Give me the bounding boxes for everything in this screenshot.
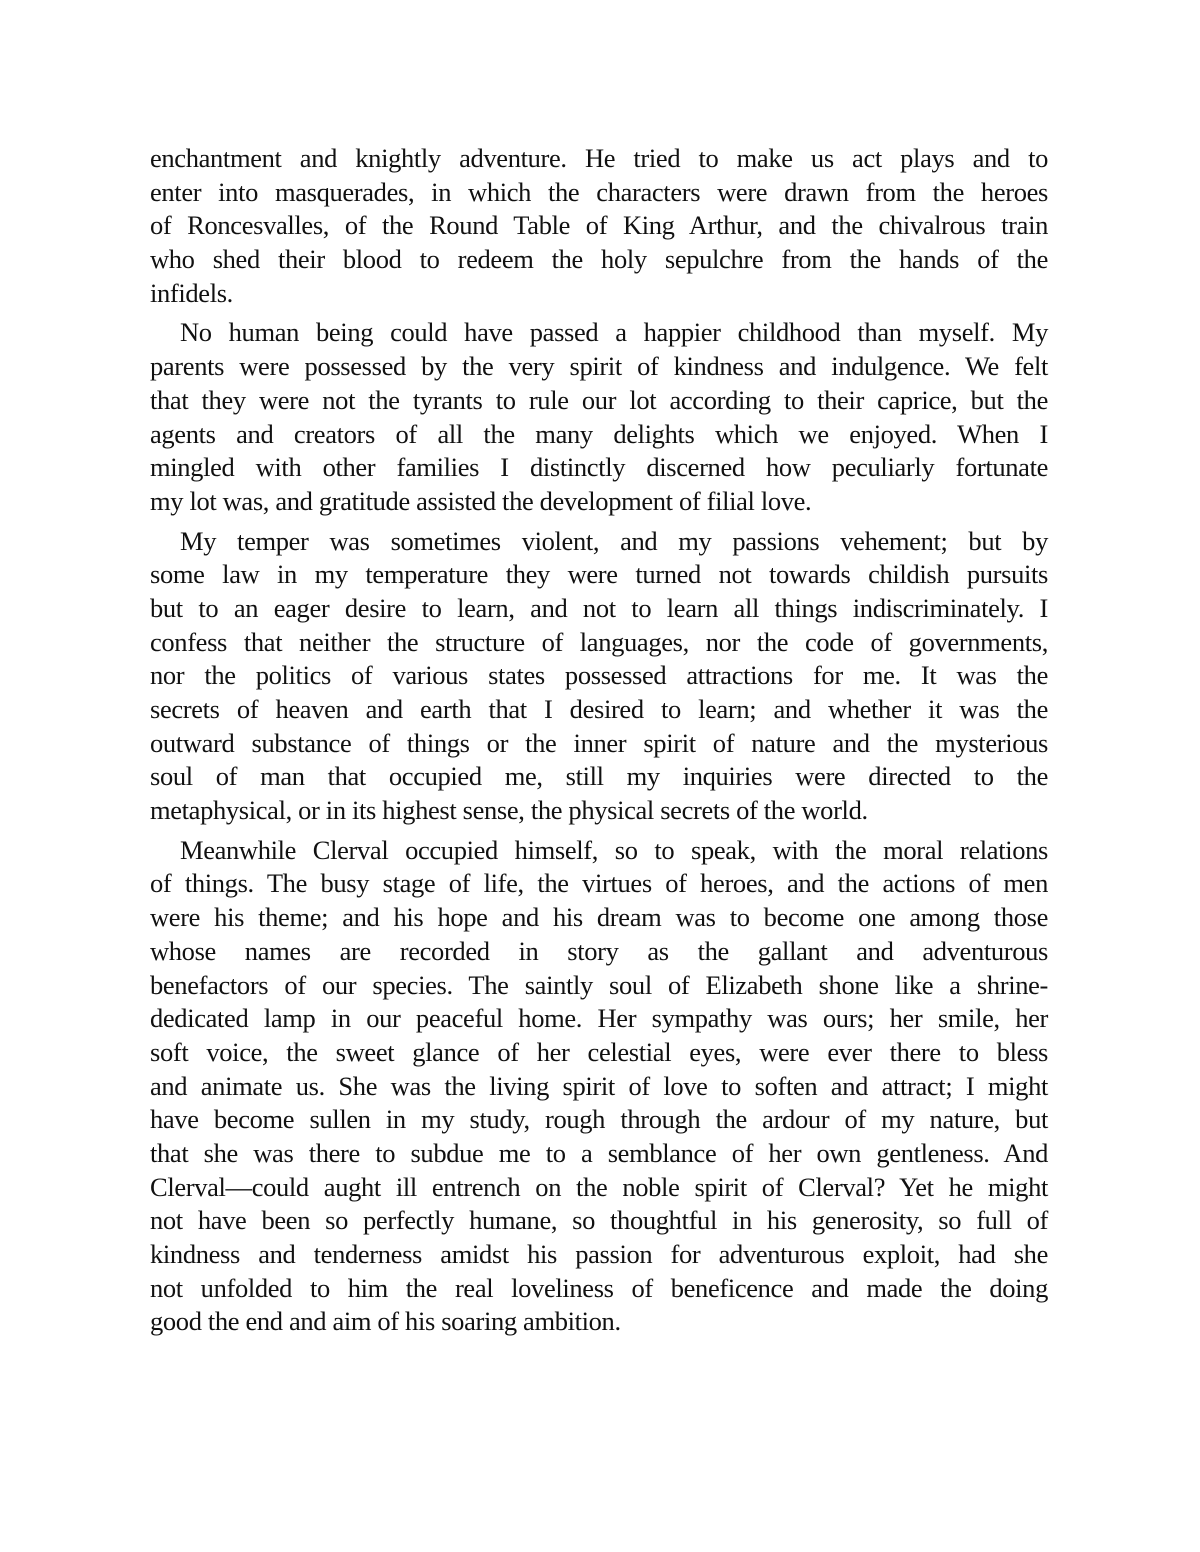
text-line: Meanwhile Clerval occupied himself, so to speak, with the moral relations xyxy=(180,834,1048,865)
text-line: not have been so perfectly humane, so thoughtful in his generosity, so full of xyxy=(150,1205,1048,1236)
text-line: but to an eager desire to learn, and not to learn all things indiscriminately. I xyxy=(150,592,1048,623)
text-line: enchantment and knightly adventure. He tried to make us act plays and to xyxy=(150,143,1048,173)
text-line: mingled with other families I distinctly discerned how peculiarly fortunate xyxy=(150,452,1048,483)
text-line: dedicated lamp in our peaceful home. Her sympathy was ours; her smile, her xyxy=(150,1003,1048,1034)
text-line: secrets of heaven and earth that I desired to learn; and whether it was the xyxy=(150,694,1048,724)
text-line: have become sullen in my study, rough through the ardour of my nature, but xyxy=(150,1104,1048,1135)
text-line: and animate us. She was the living spirit of love to soften and attract; I might xyxy=(150,1070,1048,1101)
text-line: that she was there to subdue me to a semblance of her own gentleness. And xyxy=(150,1137,1048,1168)
text-line: agents and creators of all the many delights which we enjoyed. When I xyxy=(150,418,1048,449)
text-line: No human being could have passed a happier childhood than myself. My xyxy=(180,317,1048,348)
text-line: Clerval—could aught ill entrench on the noble spirit of Clerval? Yet he might xyxy=(150,1171,1048,1202)
paragraph-1 xyxy=(150,142,1048,310)
paragraph-4 xyxy=(150,834,1048,1339)
paragraph-2 xyxy=(150,316,1048,518)
text-line: soft voice, the sweet glance of her celestial eyes, were ever there to bless xyxy=(150,1036,1048,1067)
text-line: some law in my temperature they were turned not towards childish pursuits xyxy=(150,559,1048,590)
text-line: enter into masquerades, in which the characters were drawn from the heroes xyxy=(150,176,1048,207)
text-line: confess that neither the structure of languages, nor the code of governments, xyxy=(150,626,1048,657)
paragraph-3 xyxy=(150,525,1048,828)
text-line: benefactors of our species. The saintly soul of Elizabeth shone like a shrine- xyxy=(150,969,1048,1000)
text-line: outward substance of things or the inner spirit of nature and the mysterious xyxy=(150,727,1048,758)
text-line: not unfolded to him the real loveliness of beneficence and made the doing xyxy=(150,1272,1048,1303)
text-line: nor the politics of various states possessed attractions for me. It was the xyxy=(150,660,1048,691)
text-line: kindness and tenderness amidst his passion for adventurous exploit, had she xyxy=(150,1239,1048,1269)
text-line: parents were possessed by the very spirit of kindness and indulgence. We felt xyxy=(150,351,1048,382)
text-line: good the end and aim of his soaring ambition. xyxy=(150,1306,621,1337)
text-line: that they were not the tyrants to rule our lot according to their caprice, but the xyxy=(150,384,1048,415)
text-line: soul of man that occupied me, still my inquiries were directed to the xyxy=(150,761,1048,792)
text-line: whose names are recorded in story as the gallant and adventurous xyxy=(150,935,1048,966)
document-page xyxy=(150,142,1048,1345)
text-line: infidels. xyxy=(150,277,233,308)
text-line: of Roncesvalles, of the Round Table of King Arthur, and the chivalrous train xyxy=(150,210,1048,241)
text-line: metaphysical, or in its highest sense, the physical secrets of the world. xyxy=(150,795,868,826)
text-line: were his theme; and his hope and his dream was to become one among those xyxy=(150,902,1048,933)
text-line: who shed their blood to redeem the holy sepulchre from the hands of the xyxy=(150,244,1048,275)
text-line: my lot was, and gratitude assisted the development of filial love. xyxy=(150,485,812,516)
text-line: My temper was sometimes violent, and my passions vehement; but by xyxy=(180,525,1048,556)
text-line: of things. The busy stage of life, the virtues of heroes, and the actions of men xyxy=(150,868,1048,899)
